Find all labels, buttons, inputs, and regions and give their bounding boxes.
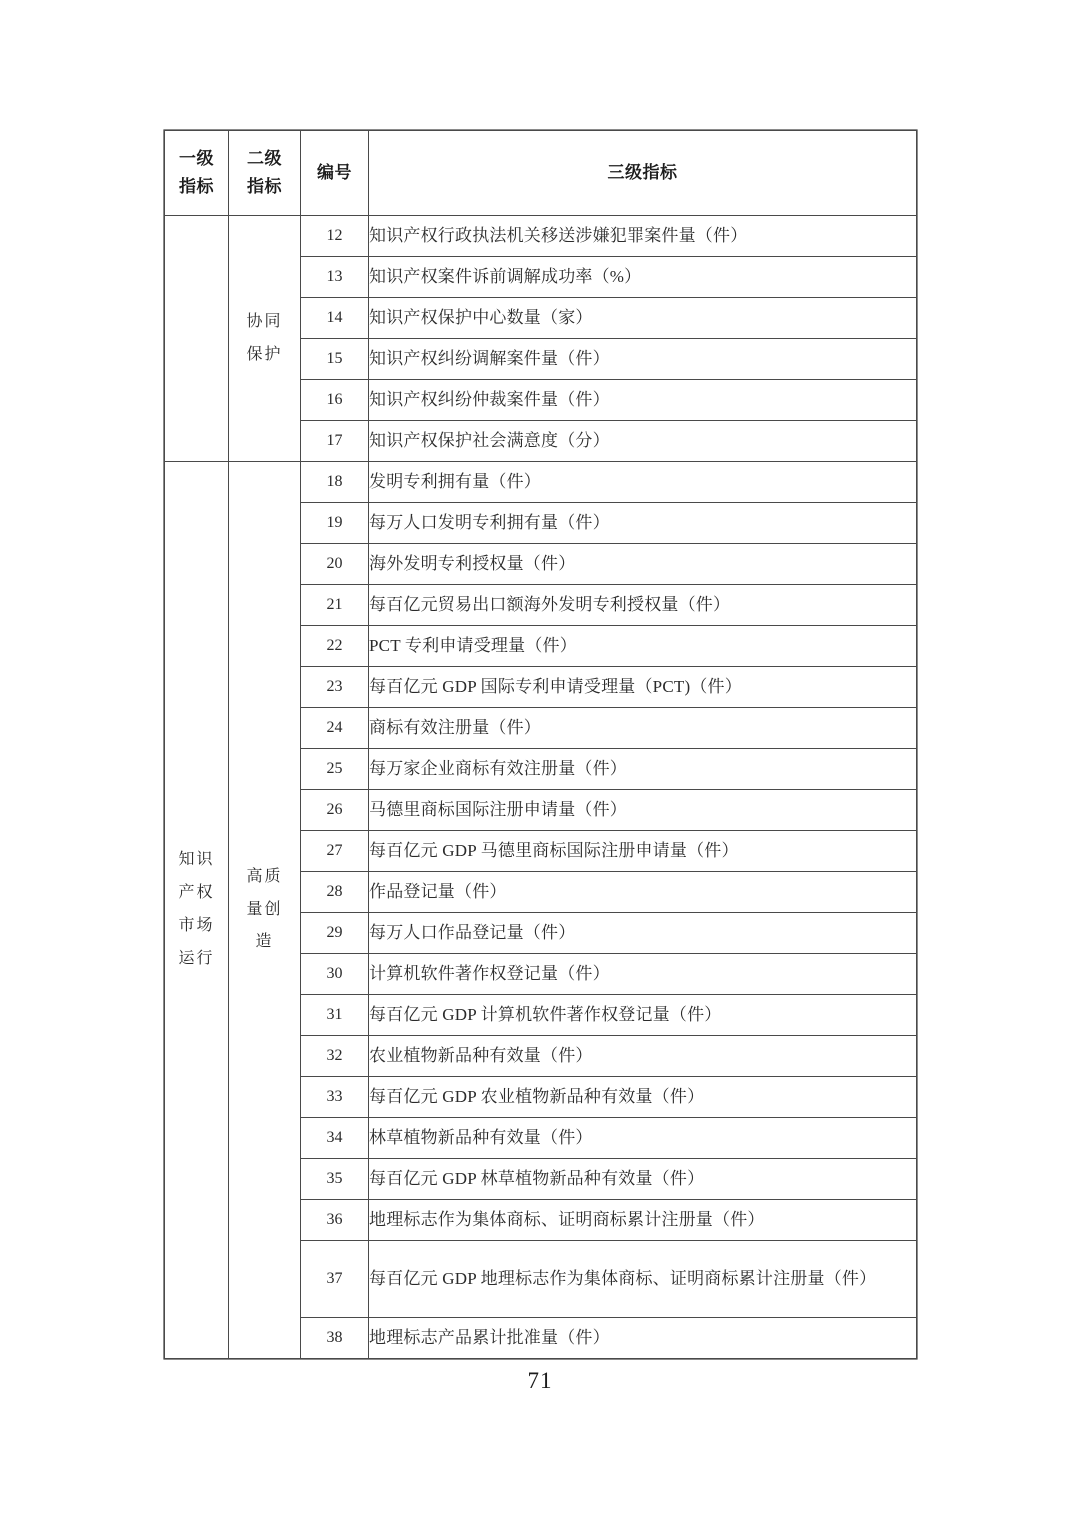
indicator-cell: 知识产权纠纷调解案件量（件）	[369, 339, 917, 380]
column-header-level1-line2: 指标	[179, 177, 214, 196]
indicator-cell: 马德里商标国际注册申请量（件）	[369, 790, 917, 831]
indicator-cell: 每百亿元 GDP 林草植物新品种有效量（件）	[369, 1159, 917, 1200]
column-header-level1-line1: 一级	[179, 149, 214, 169]
indicator-cell: 知识产权保护中心数量（家）	[369, 298, 917, 339]
level2-group-cell	[229, 462, 301, 1359]
group-label-line: 市场	[178, 917, 215, 934]
indicator-cell: 商标有效注册量（件）	[369, 708, 917, 749]
row-number-cell: 29	[301, 913, 369, 954]
row-number-cell: 22	[301, 626, 369, 667]
indicator-cell: 每百亿元 GDP 马德里商标国际注册申请量（件）	[369, 831, 917, 872]
indicator-cell: 发明专利拥有量（件）	[369, 462, 917, 503]
group-label-line: 保护	[246, 345, 283, 363]
column-header-level3	[369, 131, 917, 216]
row-number-cell: 18	[301, 462, 369, 503]
group-label-line: 量创	[246, 900, 283, 918]
group-label-line: 产权	[178, 884, 215, 902]
row-number-cell: 27	[301, 831, 369, 872]
table-header-row	[165, 131, 917, 216]
table-row	[165, 462, 917, 503]
row-number-cell: 37	[301, 1241, 369, 1318]
row-number-cell: 31	[301, 995, 369, 1036]
table-header	[165, 131, 917, 216]
row-number-cell: 25	[301, 749, 369, 790]
indicator-cell: 知识产权保护社会满意度（分）	[369, 421, 917, 462]
indicator-cell: 每百亿元贸易出口额海外发明专利授权量（件）	[369, 585, 917, 626]
column-header-number	[301, 131, 369, 216]
row-number-cell: 20	[301, 544, 369, 585]
page-number: 71	[527, 1368, 553, 1393]
row-number-cell: 19	[301, 503, 369, 544]
indicator-cell: 每百亿元 GDP 国际专利申请受理量（PCT)（件）	[369, 667, 917, 708]
row-number-cell: 17	[301, 421, 369, 462]
row-number-cell: 28	[301, 872, 369, 913]
group-label-line: 协同	[246, 312, 283, 330]
row-number-cell: 34	[301, 1118, 369, 1159]
row-number-cell: 26	[301, 790, 369, 831]
column-header-number-label: 编号	[317, 162, 352, 182]
column-header-level2	[229, 131, 301, 216]
indicator-cell: 知识产权行政执法机关移送涉嫌犯罪案件量（件）	[369, 216, 917, 257]
level2-group-cell	[229, 216, 301, 462]
row-number-cell: 12	[301, 216, 369, 257]
row-number-cell: 36	[301, 1200, 369, 1241]
row-number-cell: 23	[301, 667, 369, 708]
indicator-cell: 每万人口发明专利拥有量（件）	[369, 503, 917, 544]
group-label-line: 高质	[246, 867, 283, 885]
row-number-cell: 35	[301, 1159, 369, 1200]
row-number-cell: 21	[301, 585, 369, 626]
table-body	[165, 216, 917, 1359]
indicator-table	[164, 130, 917, 1359]
column-header-level2-line1: 二级	[247, 149, 282, 169]
indicator-cell: 作品登记量（件）	[369, 872, 917, 913]
table-row	[165, 216, 917, 257]
column-header-level1	[165, 131, 229, 216]
row-number-cell: 16	[301, 380, 369, 421]
indicator-cell: 每万家企业商标有效注册量（件）	[369, 749, 917, 790]
row-number-cell: 30	[301, 954, 369, 995]
indicator-cell: PCT 专利申请受理量（件）	[369, 626, 917, 667]
level1-group-cell	[165, 216, 229, 462]
indicator-table-container	[164, 130, 916, 1359]
group-label-line: 知识	[178, 851, 215, 869]
row-number-cell: 15	[301, 339, 369, 380]
indicator-cell: 每百亿元 GDP 农业植物新品种有效量（件）	[369, 1077, 917, 1118]
indicator-cell: 地理标志产品累计批准量（件）	[369, 1318, 917, 1359]
column-header-level2-line2: 指标	[247, 177, 282, 196]
indicator-cell: 每百亿元 GDP 地理标志作为集体商标、证明商标累计注册量（件）	[369, 1241, 917, 1318]
row-number-cell: 14	[301, 298, 369, 339]
group-label-line: 运行	[178, 949, 215, 967]
row-number-cell: 33	[301, 1077, 369, 1118]
row-number-cell: 38	[301, 1318, 369, 1359]
indicator-cell: 林草植物新品种有效量（件）	[369, 1118, 917, 1159]
indicator-cell: 知识产权纠纷仲裁案件量（件）	[369, 380, 917, 421]
indicator-cell: 知识产权案件诉前调解成功率（%）	[369, 257, 917, 298]
column-header-level3-label: 三级指标	[607, 162, 678, 182]
row-number-cell: 13	[301, 257, 369, 298]
row-number-cell: 24	[301, 708, 369, 749]
indicator-cell: 每万人口作品登记量（件）	[369, 913, 917, 954]
indicator-cell: 农业植物新品种有效量（件）	[369, 1036, 917, 1077]
indicator-cell: 计算机软件著作权登记量（件）	[369, 954, 917, 995]
group-label-line: 造	[255, 933, 274, 951]
indicator-cell: 地理标志作为集体商标、证明商标累计注册量（件）	[369, 1200, 917, 1241]
indicator-cell: 海外发明专利授权量（件）	[369, 544, 917, 585]
level1-group-cell	[165, 462, 229, 1359]
row-number-cell: 32	[301, 1036, 369, 1077]
indicator-cell: 每百亿元 GDP 计算机软件著作权登记量（件）	[369, 995, 917, 1036]
